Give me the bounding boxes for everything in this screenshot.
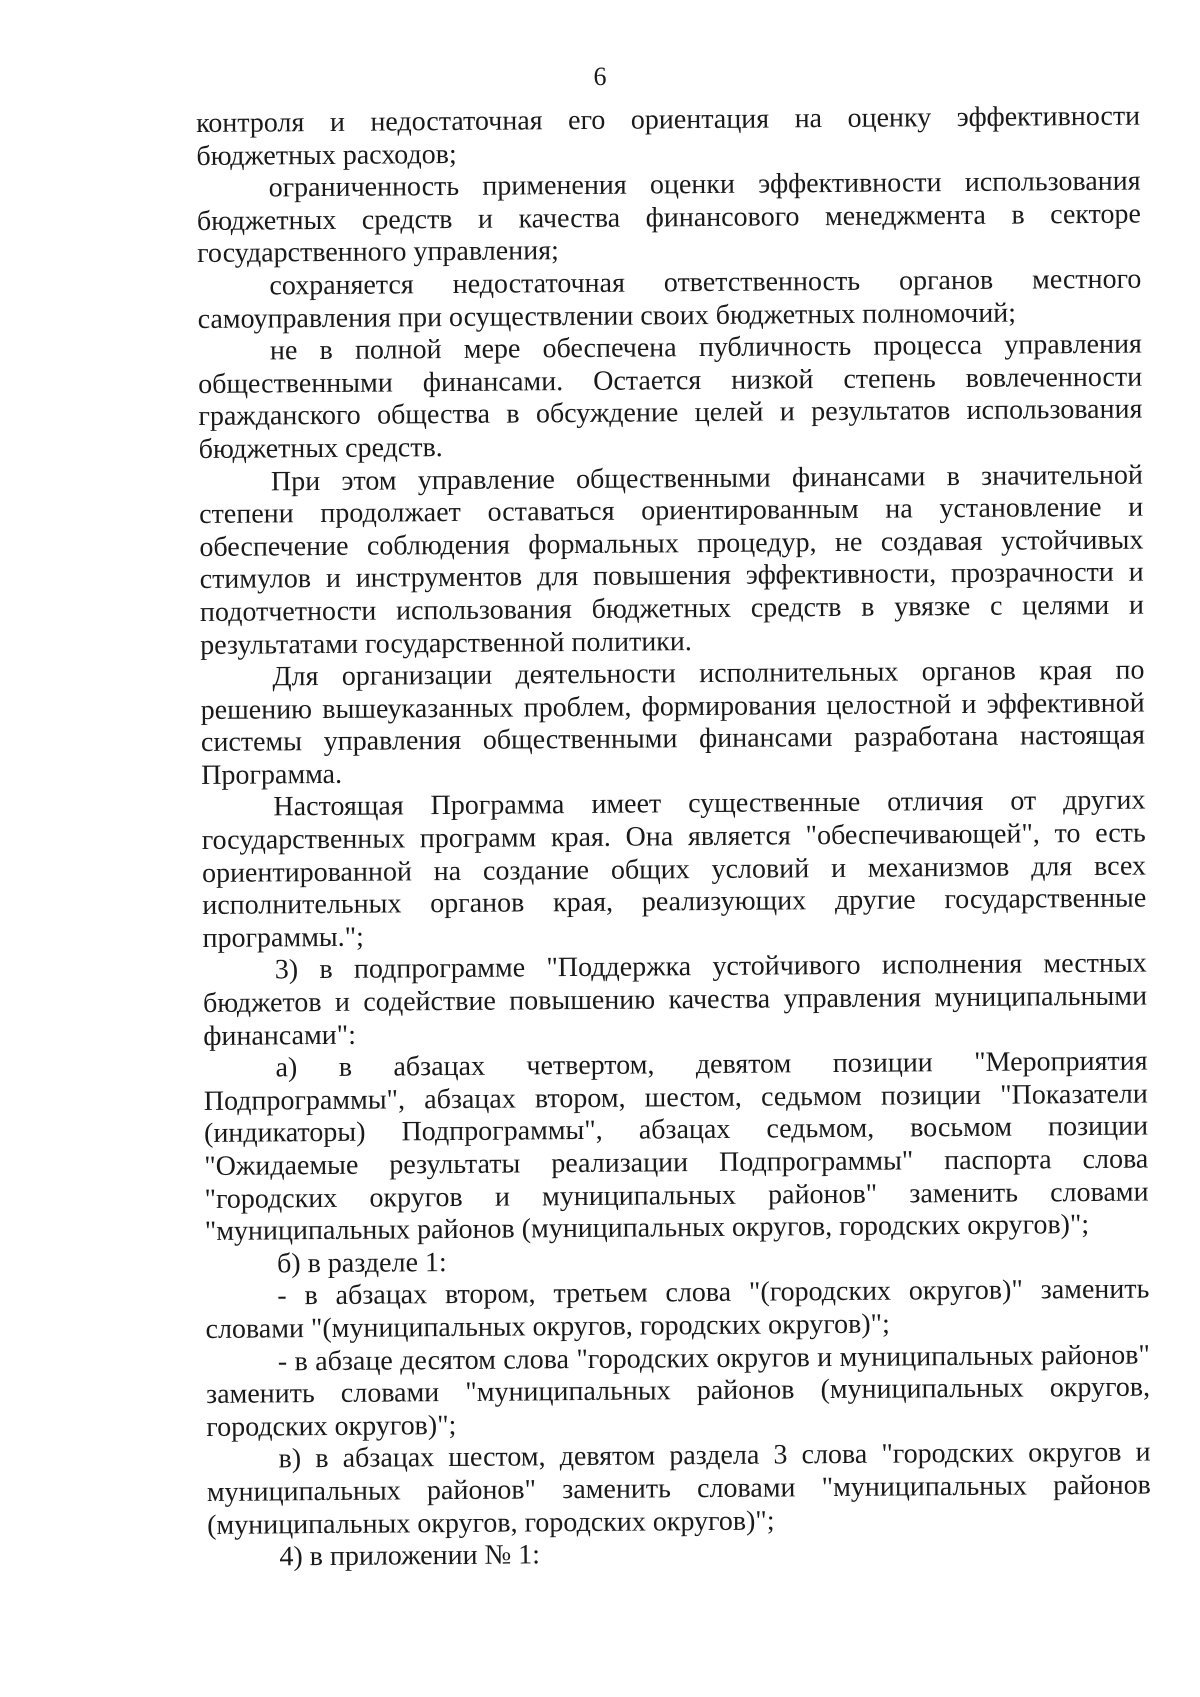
paragraph-item-3b-dash-2: - в абзаце десятом слова "городских округов и муниципальных районов" заменить словами "муниципальных районов (муниципальных округов, городских округов)"; [205,1339,1151,1443]
paragraph-item-3: 3) в подпрограмме "Поддержка устойчивого исполнения местных бюджетов и содействие повышению качества управления муниципальными финансами": [202,947,1148,1052]
paragraph-continuation: контроля и недостаточная его ориентация на оценку эффективности бюджетных расходов; [196,100,1141,172]
paragraph-item-3c: в) в абзацах шестом, девятом раздела 3 слова "городских округов и муниципальных районов" заменить словами "муниципальных районов (муниципальных округов, городских округов)"; [206,1436,1151,1541]
paragraph-item-3a: а) в абзацах четвертом, девятом позиции "Мероприятия Подпрограммы", абзацах втором, шестом, седьмом позиции "Показатели (индикаторы) Подпрограммы", абзацах седьмом, восьмом позиции "Ожидаемые результаты реализации Подпрограммы" паспорта слова "городских округов и муниципальных районов" заменить словами "муниципальных районов (муниципальных округов, городских округов)"; [203,1045,1149,1248]
paragraph-financial-management: ограниченность применения оценки эффективности использования бюджетных средств и качества финансового менеджмента в секторе государственного управления; [196,165,1141,270]
page-number: 6 [593,62,607,91]
paragraph-item-4: 4) в приложении № 1: [279,1539,541,1573]
paragraph-item-3b: б) в разделе 1: [276,1246,447,1280]
paragraph-item-3b-dash-1: - в абзацах втором, третьем слова "(городских округов)" заменить словами "(муниципальных округов, городских округов)"; [205,1273,1150,1345]
document-body [196,101,1151,1575]
paragraph-program-differences: Настоящая Программа имеет существенные отличия от других государственных программ края. Она является "обеспечивающей", то есть ориентированной на создание общих условий и механизмов для всех исполнительных органов края, реализующих другие государственные программы."; [201,785,1147,954]
paragraph-publicity: не в полной мере обеспечена публичность процесса управления общественными финансами. Остается низкой степень вовлеченности гражданского общества в обсуждение целей и результатов использования бюджетных средств. [198,328,1143,465]
paragraph-local-responsibility: сохраняется недостаточная ответственность органов местного самоуправления при осуществлении своих бюджетных полномочий; [197,263,1142,335]
paragraph-program-purpose: Для организации деятельности исполнительных органов края по решению вышеуказанных проблем, формирования целостной и эффективной системы управления общественными финансами разработана настоящая Программа. [200,654,1146,791]
paragraph-formal-procedures: При этом управление общественными финансами в значительной степени продолжает оставаться ориентированным на установление и обеспечение соблюдения формальных процедур, не создавая устойчивых стимулов и инструментов для повышения эффективности, прозрачности и подотчетности использования бюджетных средств в увязке с целями и результатами государственной политики. [199,459,1145,661]
